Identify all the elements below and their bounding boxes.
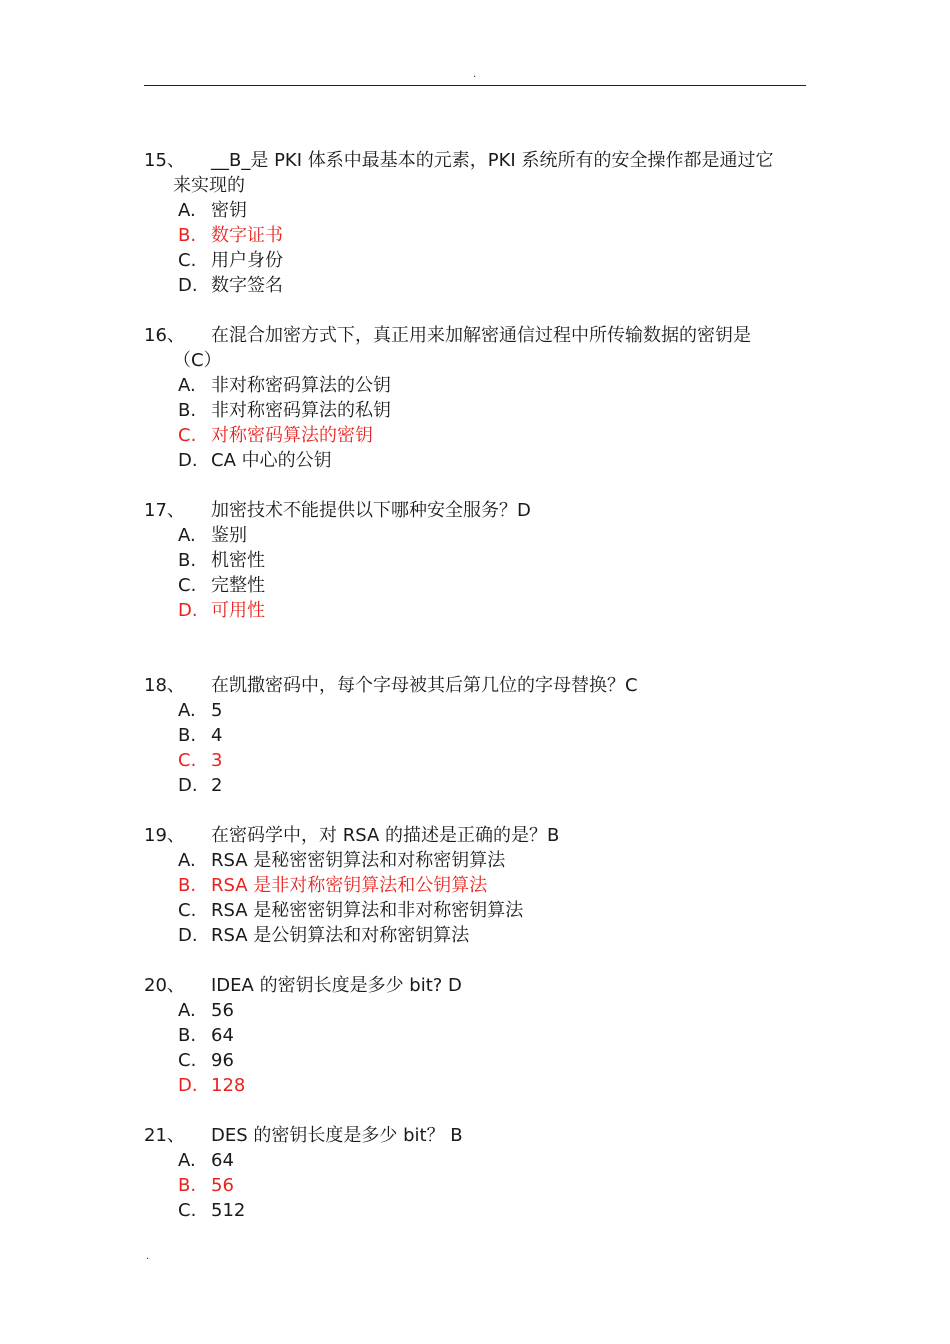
option-letter: A. <box>178 850 196 871</box>
option-correct <box>144 1073 806 1098</box>
option-text: 数字证书 <box>211 225 283 246</box>
question-text: 在混合加密方式下，真正用来加解密通信过程中所传输数据的密钥是 <box>211 325 751 346</box>
question-list <box>144 148 806 1248</box>
option-letter: C. <box>178 1050 197 1071</box>
option-letter: A. <box>178 200 196 221</box>
option-text: 128 <box>211 1075 246 1096</box>
option-text: 96 <box>211 1050 234 1071</box>
question-block <box>144 148 806 298</box>
question-number: 19、 <box>144 825 185 846</box>
question-text: IDEA 的密钥长度是多少 bit? D <box>211 975 462 996</box>
question-block <box>144 823 806 948</box>
option-list <box>144 523 806 623</box>
option-correct <box>144 748 806 773</box>
option-letter: C. <box>178 250 197 271</box>
option-letter: B. <box>178 225 197 246</box>
question-block <box>144 323 806 473</box>
question-block <box>144 498 806 623</box>
question-block <box>144 1123 806 1223</box>
option-letter: C. <box>178 575 197 596</box>
question-text: 加密技术不能提供以下哪种安全服务？D <box>211 500 531 521</box>
option-letter: C. <box>178 1200 197 1221</box>
option-list <box>144 698 806 798</box>
option-letter: B. <box>178 875 197 896</box>
option <box>144 773 806 798</box>
option <box>144 1048 806 1073</box>
option-letter: B. <box>178 1175 197 1196</box>
option-text: 64 <box>211 1150 234 1171</box>
option-list <box>144 1148 806 1223</box>
option <box>144 848 806 873</box>
option <box>144 698 806 723</box>
option <box>144 923 806 948</box>
option-text: RSA 是非对称密钥算法和公钥算法 <box>211 875 488 896</box>
option-text: 用户身份 <box>211 250 283 271</box>
option <box>144 573 806 598</box>
option-text: 完整性 <box>211 575 265 596</box>
option-text: 2 <box>211 775 223 796</box>
option-correct <box>144 598 806 623</box>
question-stem <box>144 973 806 998</box>
option <box>144 198 806 223</box>
option-text: 可用性 <box>211 600 265 621</box>
option-letter: C. <box>178 900 197 921</box>
option-text: 4 <box>211 725 223 746</box>
option-text: 512 <box>211 1200 246 1221</box>
header-mark: . <box>473 69 477 80</box>
question-number: 21、 <box>144 1125 185 1146</box>
question-stem <box>144 1123 806 1148</box>
question-number: 16、 <box>144 325 185 346</box>
option <box>144 998 806 1023</box>
option-text: 非对称密码算法的私钥 <box>211 400 391 421</box>
option <box>144 248 806 273</box>
option-letter: D. <box>178 1075 198 1096</box>
footer-mark: . <box>146 1251 150 1262</box>
option-letter: C. <box>178 750 197 771</box>
option-letter: D. <box>178 275 198 296</box>
option-letter: B. <box>178 550 197 571</box>
option <box>144 723 806 748</box>
question-text: 在密码学中，对 RSA 的描述是正确的是？B <box>211 825 560 846</box>
question-number: 20、 <box>144 975 185 996</box>
question-number: 15、 <box>144 150 185 171</box>
question-stem <box>144 148 806 173</box>
option-letter: D. <box>178 775 198 796</box>
question-stem <box>144 323 806 348</box>
question-number: 18、 <box>144 675 185 696</box>
option-text: CA 中心的公钥 <box>211 450 332 471</box>
question-stem <box>144 823 806 848</box>
option-correct <box>144 873 806 898</box>
option <box>144 398 806 423</box>
option <box>144 1148 806 1173</box>
option-letter: A. <box>178 1150 196 1171</box>
option-letter: A. <box>178 525 196 546</box>
option-letter: A. <box>178 1000 196 1021</box>
option <box>144 373 806 398</box>
header-rule <box>144 85 806 86</box>
question-block <box>144 973 806 1098</box>
option-correct <box>144 423 806 448</box>
option <box>144 448 806 473</box>
option-text: 对称密码算法的密钥 <box>211 425 373 446</box>
option-text: 非对称密码算法的公钥 <box>211 375 391 396</box>
question-text: 在凯撒密码中，每个字母被其后第几位的字母替换？C <box>211 675 638 696</box>
question-stem <box>144 673 806 698</box>
option <box>144 1023 806 1048</box>
option-letter: C. <box>178 425 197 446</box>
option-letter: D. <box>178 450 198 471</box>
option-list <box>144 198 806 298</box>
question-text-continued: （C） <box>173 350 222 371</box>
option-correct <box>144 1173 806 1198</box>
option <box>144 548 806 573</box>
question-block <box>144 673 806 798</box>
question-stem <box>144 498 806 523</box>
option-list <box>144 998 806 1098</box>
option-text: RSA 是秘密密钥算法和对称密钥算法 <box>211 850 506 871</box>
option-letter: B. <box>178 1025 197 1046</box>
option-text: 5 <box>211 700 223 721</box>
option-list <box>144 373 806 473</box>
option <box>144 523 806 548</box>
option-text: 鉴别 <box>211 525 247 546</box>
question-text: DES 的密钥长度是多少 bit？ B <box>211 1125 463 1146</box>
option-letter: D. <box>178 925 198 946</box>
option-text: RSA 是公钥算法和对称密钥算法 <box>211 925 470 946</box>
option-letter: A. <box>178 700 196 721</box>
question-number: 17、 <box>144 500 185 521</box>
question-text: __B_是 PKI 体系中最基本的元素，PKI 系统所有的安全操作都是通过它 <box>211 150 774 171</box>
option-text: 数字签名 <box>211 275 283 296</box>
option <box>144 273 806 298</box>
option-correct <box>144 223 806 248</box>
option-text: 56 <box>211 1000 234 1021</box>
option-letter: B. <box>178 725 197 746</box>
option-letter: D. <box>178 600 198 621</box>
option-letter: B. <box>178 400 197 421</box>
option-list <box>144 848 806 948</box>
option-text: 56 <box>211 1175 234 1196</box>
question-text-continued: 来实现的 <box>173 175 245 196</box>
option-text: RSA 是秘密密钥算法和非对称密钥算法 <box>211 900 524 921</box>
option-text: 3 <box>211 750 223 771</box>
option <box>144 1198 806 1223</box>
option-text: 机密性 <box>211 550 265 571</box>
option-text: 密钥 <box>211 200 247 221</box>
option-text: 64 <box>211 1025 234 1046</box>
option <box>144 898 806 923</box>
option-letter: A. <box>178 375 196 396</box>
